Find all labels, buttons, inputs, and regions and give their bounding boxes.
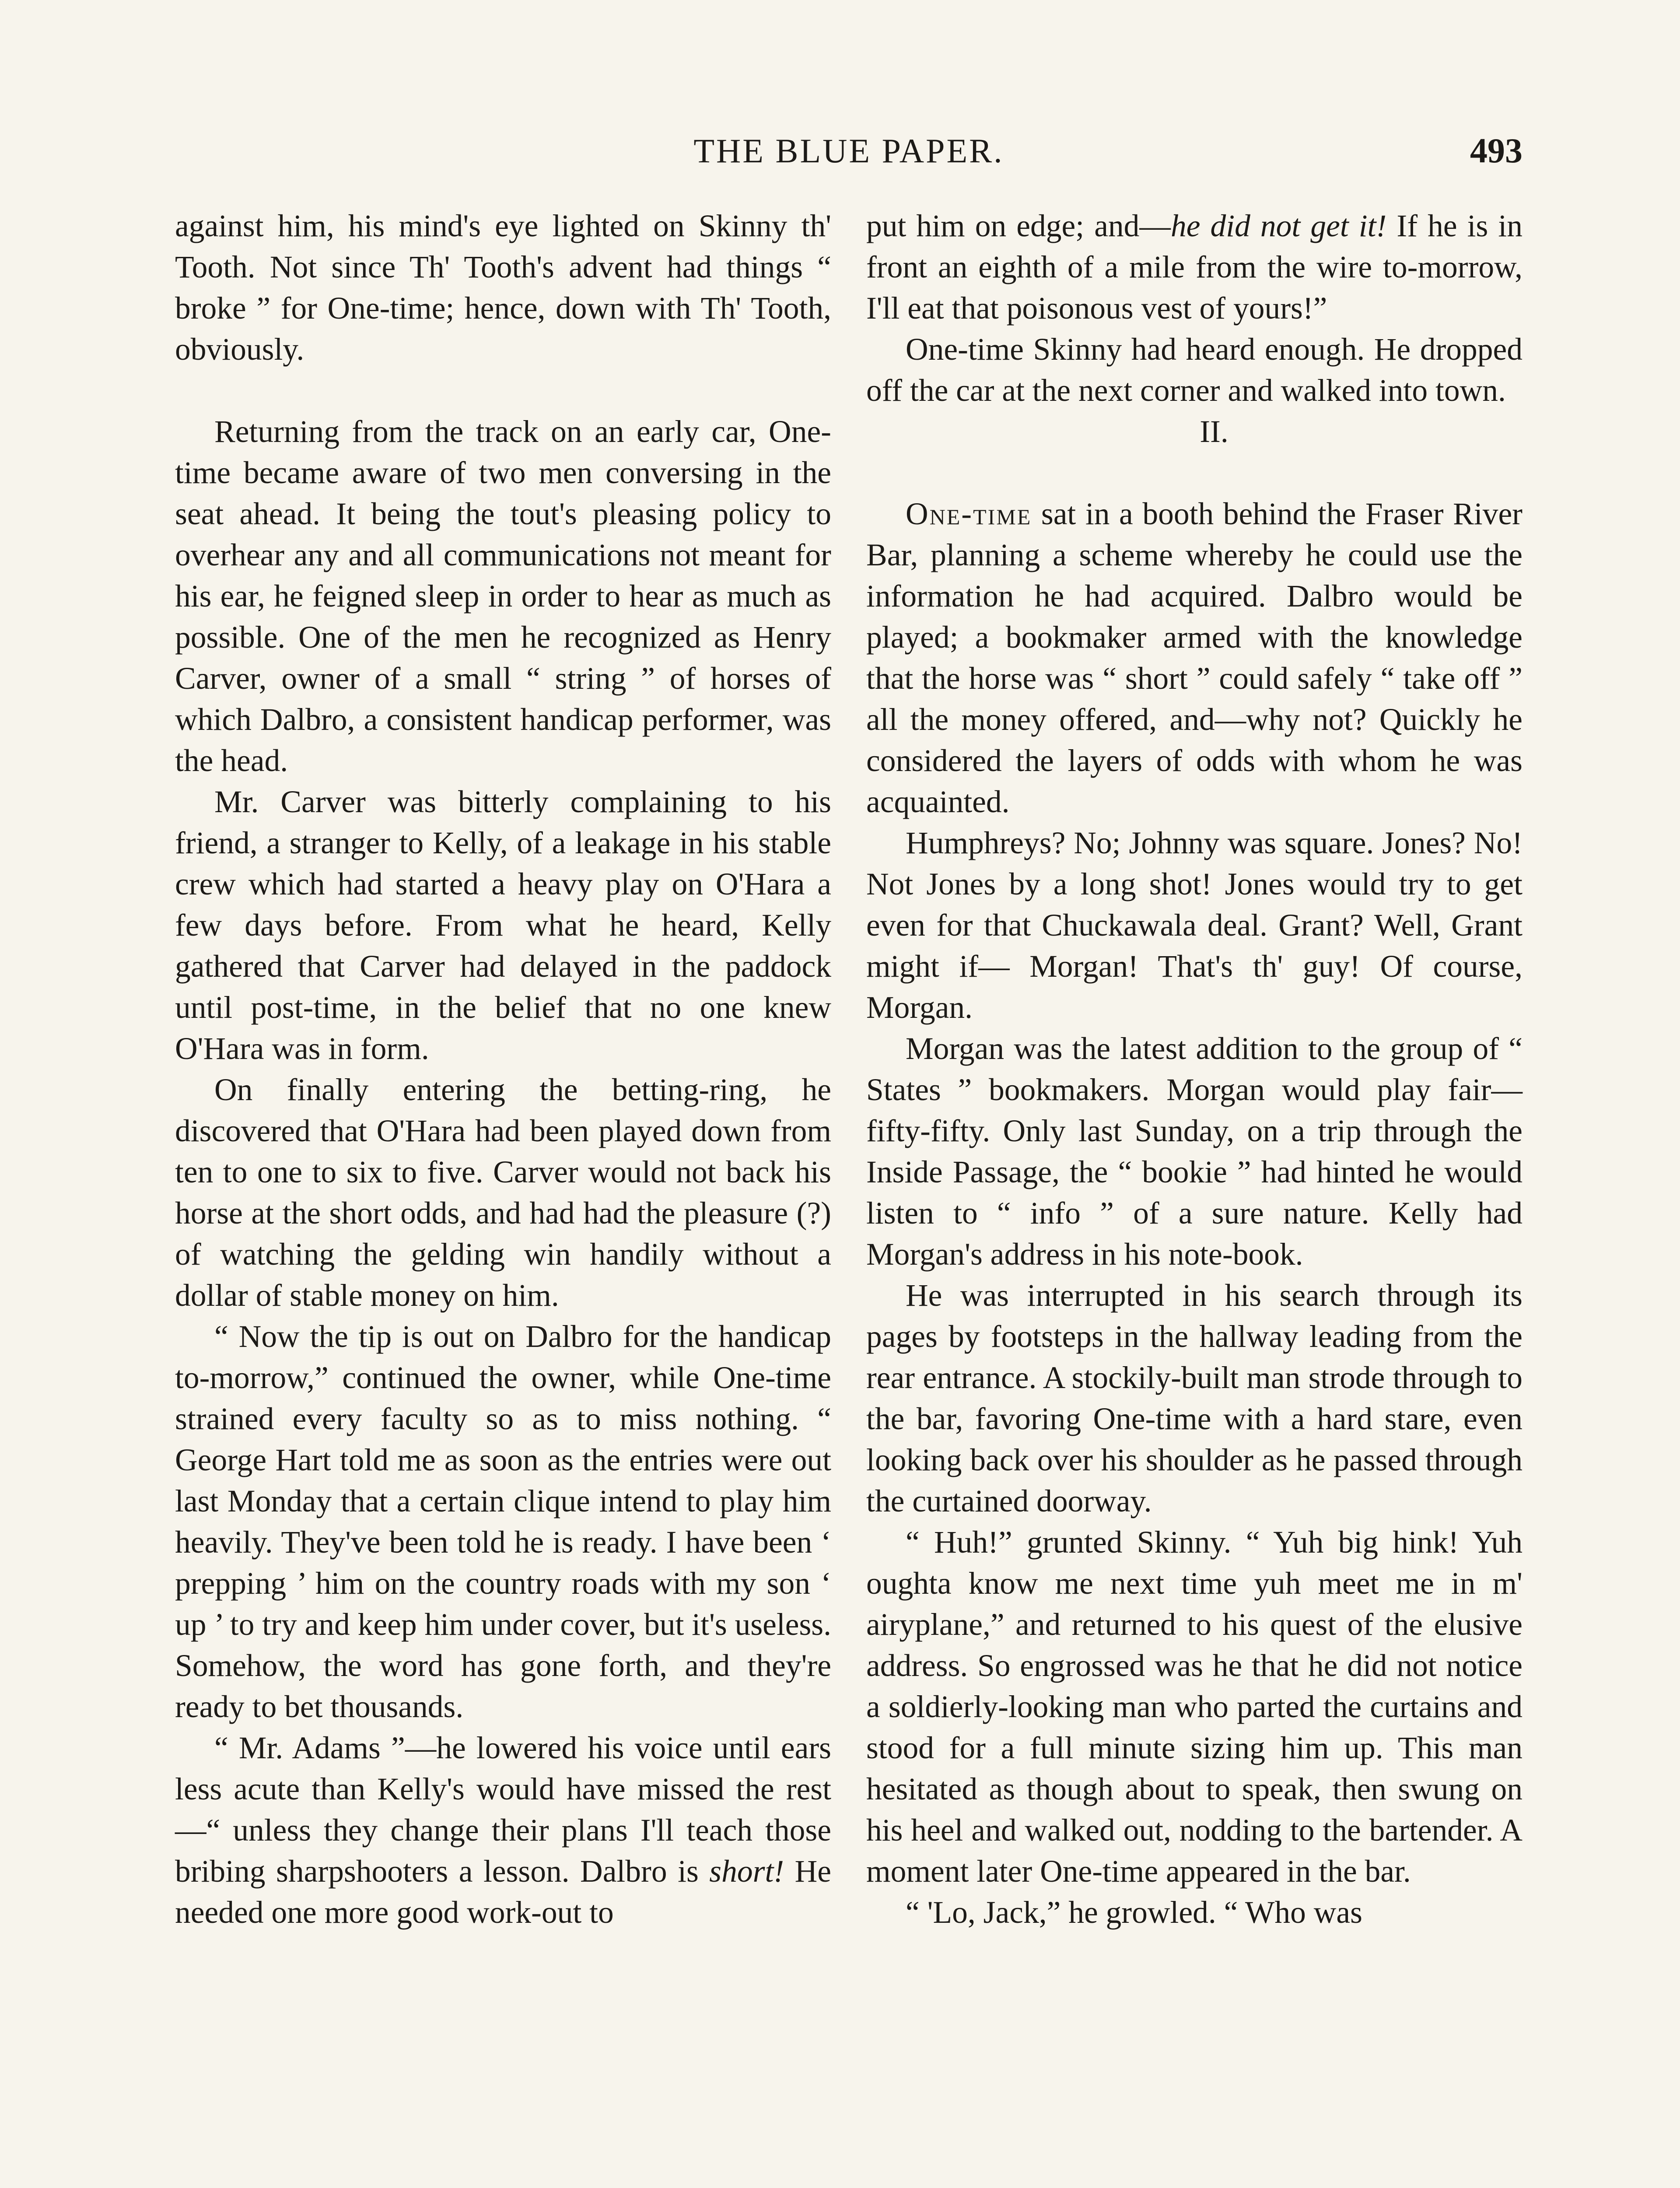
paragraph: On finally entering the betting-ring, he discovered that O'Hara had been played down from ten to one to six to five. Carver would not back his horse at the short odds, and had had the pleasure (?) of watching the gelding win handily without a dollar of stable money on him. (175, 1073, 831, 1313)
paragraph (175, 1728, 831, 1933)
paragraph-text: put him on edge; and— (866, 209, 1171, 243)
paragraph (866, 206, 1522, 329)
paragraph-text: sat in a booth behind the Fraser River Bar, planning a scheme whereby he could use the information he had acquired. Dalbro would be played; a bookmaker armed with the knowledge that the horse was “ short ” could safely “ take off ” all the money offered, and—why not? Quickly he considered the layers of odds with whom he was acquainted. (866, 497, 1522, 819)
paragraph: Morgan was the latest addition to the group of “ States ” bookmakers. Morgan would play fair—fifty-fifty. Only last Sunday, on a trip through the Inside Passage, the “ bookie ” had hinted he would listen to “ info ” of a sure nature. Kelly had Morgan's address in his note-book. (866, 1031, 1522, 1272)
paragraph: One-time Skinny had heard enough. He dropped off the car at the next corner and walked into town. (866, 332, 1522, 408)
paragraph-text: He needed one more good work-out to (175, 1854, 831, 1930)
page-number: 493 (1470, 132, 1522, 170)
paragraph-text: “ Mr. Adams ”—he lowered his voice until ears less acute than Kelly's would have missed the rest—“ unless they change their plans I'll teach those bribing sharpshooters a lesson. Dalbro is (175, 1731, 831, 1889)
paragraph-text: If he is in front an eighth of a mile from the wire to-morrow, I'll eat that poisonous vest of yours!” (866, 209, 1522, 326)
paragraph: “ Huh!” grunted Skinny. “ Yuh big hink! Yuh oughta know me next time yuh meet me in m' airyplane,” and returned to his quest of the elusive address. So engrossed was he that he did not notice a soldierly-looking man who parted the curtains and stood for a full minute sizing him up. This man hesitated as though about to speak, then swung on his heel and walked out, nodding to the bartender. A moment later One-time appeared in the bar. (866, 1525, 1522, 1889)
paragraph: “ 'Lo, Jack,” he growled. “ Who was (906, 1895, 1362, 1930)
right-column (866, 206, 1522, 1933)
paragraph: He was interrupted in his search through its pages by footsteps in the hallway leading from the rear entrance. A stockily-built man strode through to the bar, favoring One-time with a hard stare, even looking back over his shoulder as he passed through the curtained doorway. (866, 1278, 1522, 1518)
italic-emphasis: he did not get it! (1170, 209, 1387, 243)
paragraph: “ Now the tip is out on Dalbro for the handicap to-morrow,” continued the owner, while One-time strained every faculty so as to miss nothing. “ George Hart told me as soon as the entries were out last Monday that a certain clique intend to play him heavily. They've been told he is ready. I have been ‘ prepping ’ him on the country roads with my son ‘ up ’ to try and keep him under cover, but it's useless. Somehow, the word has gone forth, and they're ready to bet thousands. (175, 1319, 831, 1724)
running-head: THE BLUE PAPER. (693, 132, 1004, 170)
italic-emphasis: short! (709, 1854, 784, 1889)
section-heading: II. (1200, 414, 1228, 449)
paragraph: Humphreys? No; Johnny was square. Jones? No! Not Jones by a long shot! Jones would try to get even for that Chuckawala deal. Grant? Well, Grant might if— Morgan! That's th' guy! Of course, Morgan. (866, 826, 1522, 1025)
page-header (175, 131, 1522, 184)
paragraph: Returning from the track on an early car, One-time became aware of two men conversing in the seat ahead. It being the tout's pleasing policy to overhear any and all communications not meant for his ear, he feigned sleep in order to hear as much as possible. One of the men he recognized as Henry Carver, owner of a small “ string ” of horses of which Dalbro, a consistent handicap performer, was the head. (175, 414, 831, 778)
paragraph: Mr. Carver was bitterly complaining to his friend, a stranger to Kelly, of a leakage in his stable crew which had started a heavy play on O'Hara a few days before. From what he heard, Kelly gathered that Carver had delayed in the paddock until post-time, in the belief that no one knew O'Hara was in form. (175, 785, 831, 1066)
left-column (175, 206, 831, 1933)
paragraph: against him, his mind's eye lighted on Skinny th' Tooth. Not since Th' Tooth's advent had things “ broke ” for One-time; hence, down with Th' Tooth, obviously. (175, 209, 831, 367)
paragraph (866, 494, 1522, 823)
lead-in-smallcaps: One-time (906, 497, 1032, 531)
